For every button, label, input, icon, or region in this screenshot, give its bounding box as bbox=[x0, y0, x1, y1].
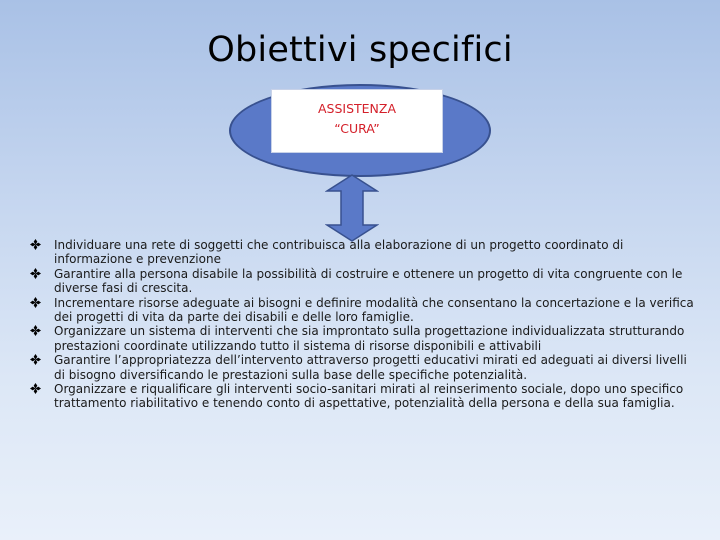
slide-title: Obiettivi specifici bbox=[207, 30, 513, 70]
assistenza-cura-box bbox=[271, 89, 443, 153]
list-item bbox=[30, 296, 694, 325]
list-item bbox=[30, 382, 694, 411]
double-arrow-icon bbox=[325, 174, 379, 242]
diamond-bullet-icon bbox=[30, 297, 41, 308]
list-item-text: Garantire alla persona disabile la possibilità di costruire e ottenere un progetto di vita congruente con le diverse fasi di crescita. bbox=[54, 266, 683, 296]
diamond-bullet-icon bbox=[30, 383, 41, 394]
list-item-text: Garantire l’appropriatezza dell’intervento attraverso progetti educativi mirati ed adeguati ai diversi livelli di bisogno diversificando le prestazioni sulla base delle specifiche potenzialità. bbox=[54, 353, 687, 382]
box-line-assistenza: ASSISTENZA bbox=[317, 101, 397, 116]
list-item bbox=[30, 353, 694, 382]
diamond-bullet-icon bbox=[30, 239, 41, 250]
list-item-text: Organizzare e riqualificare gli interventi socio-sanitari mirati al reinserimento sociale, dopo uno specifico trattamento riabilitativo e tenendo conto di aspettative, potenzialità della persona e della sua famiglia. bbox=[54, 382, 684, 411]
list-item bbox=[30, 267, 694, 296]
diamond-bullet-icon bbox=[30, 268, 41, 279]
list-item bbox=[30, 238, 694, 267]
diamond-bullet-icon bbox=[30, 354, 41, 365]
diamond-bullet-icon bbox=[30, 325, 41, 336]
list-item-text: Organizzare un sistema di interventi che sia improntato sulla progettazione individualizzata strutturando prestazioni coordinate utilizzando tutto il sistema di risorse disponibili e attivabili bbox=[54, 324, 685, 353]
box-line-cura: “CURA” bbox=[334, 121, 380, 136]
list-item-text: Individuare una rete di soggetti che contribuisca alla elaborazione di un progetto coordinato di informazione e prevenzione bbox=[54, 238, 624, 267]
list-item bbox=[30, 324, 694, 353]
list-item-text: Incrementare risorse adeguate ai bisogni e definire modalità che consentano la concertazione e la verifica dei progetti di vita da parte dei disabili e delle loro famiglie. bbox=[54, 295, 694, 325]
objectives-list bbox=[30, 238, 694, 411]
